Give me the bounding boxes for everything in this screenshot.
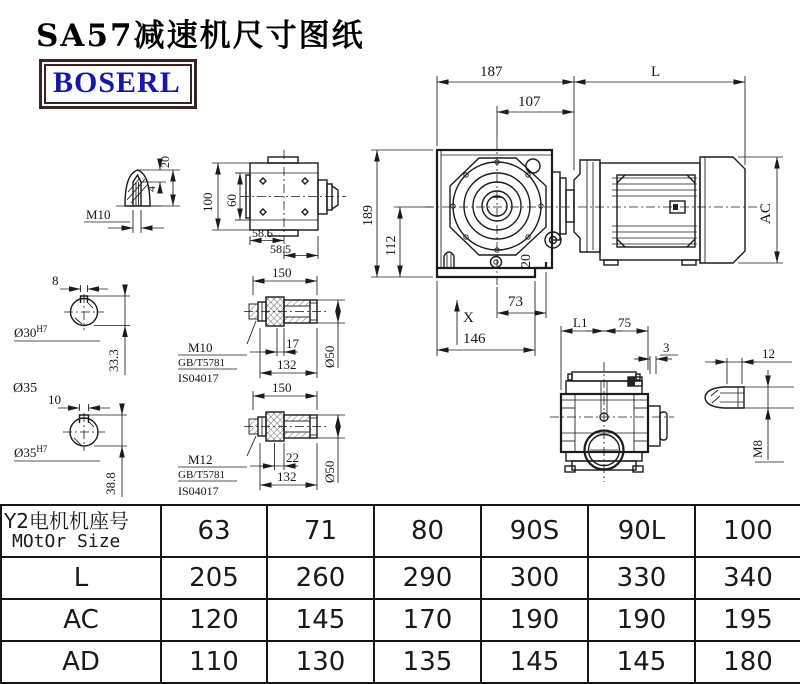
table-cell: 90S — [481, 505, 588, 557]
dim-60: 60 — [224, 194, 239, 207]
thread-label-m10: M10 — [86, 207, 111, 222]
table-cell: 290 — [374, 557, 481, 599]
dim-12: 12 — [762, 346, 775, 361]
dim-keyway-10: 10 — [48, 392, 61, 407]
dim-150-b: 150 — [272, 380, 292, 395]
gearbox-front-view — [550, 315, 678, 482]
dim-75: 75 — [618, 315, 631, 330]
dim-20: 20 — [519, 254, 534, 268]
table-cell: 120 — [161, 599, 267, 641]
table-cell: 260 — [267, 557, 374, 599]
table-cell: 100 — [695, 505, 800, 557]
output-shaft-section-2 — [178, 380, 345, 498]
dim-150-a: 150 — [272, 265, 292, 280]
shaft2-std-iso: IS04017 — [178, 484, 219, 498]
table-cell: 135 — [374, 641, 481, 683]
table-cell: 71 — [267, 505, 374, 557]
table-cell: 80 — [374, 505, 481, 557]
table-cell: 63 — [161, 505, 267, 557]
dim-38-8: 38.8 — [103, 472, 118, 495]
table-header-row — [1, 505, 800, 557]
dim-dia50-a: Ø50 — [322, 345, 337, 368]
shaft1-std-iso: IS04017 — [178, 371, 219, 385]
table-row — [1, 641, 800, 683]
shaft2-thread: M12 — [188, 452, 213, 467]
page-title: SA57减速机尺寸图纸 — [36, 18, 365, 54]
brand-logo-text: BOSERL — [53, 66, 181, 99]
table-row — [1, 599, 800, 641]
table-cell: 190 — [481, 599, 588, 641]
dim-dia50-b: Ø50 — [322, 460, 337, 483]
table-cell: 90L — [588, 505, 695, 557]
svg-text:Ø30H7 — [14, 324, 48, 340]
row-label: L — [1, 557, 161, 599]
table-cell: 300 — [481, 557, 588, 599]
housing-top-view — [200, 150, 346, 259]
bore-section-30 — [14, 273, 130, 375]
dim-132-b: 132 — [277, 469, 297, 484]
dim-4: 4 — [144, 186, 158, 192]
dim-20-stud: 20 — [158, 156, 172, 168]
brand-logo — [44, 64, 192, 104]
table-cell: 110 — [161, 641, 267, 683]
shaft1-thread: M10 — [188, 340, 213, 355]
dim-58-5-b: 58.5 — [270, 242, 291, 256]
shaft-end-detail-top — [84, 156, 180, 233]
dim-L: L — [651, 64, 661, 80]
motor-size-table — [0, 504, 800, 684]
dim-187: 187 — [480, 64, 503, 80]
dim-112: 112 — [384, 235, 399, 256]
bore-dia-30: Ø30 — [14, 325, 37, 340]
bore-dia-35: Ø35 — [14, 445, 37, 460]
row-label: AC — [1, 599, 161, 641]
dim-22: 22 — [286, 450, 299, 465]
shaft2-std-gb: GB/T5781 — [178, 469, 226, 481]
header-cn: Y2电机机座号 — [4, 509, 129, 533]
table-cell: 340 — [695, 557, 800, 599]
bore-tol-35: H7 — [36, 444, 48, 454]
motor-fins — [612, 178, 697, 244]
table-cell: 145 — [267, 599, 374, 641]
dim-100: 100 — [200, 192, 215, 212]
output-shaft-section-1 — [178, 265, 345, 385]
table-cell: 330 — [588, 557, 695, 599]
dim-M8: M8 — [750, 439, 765, 458]
dim-132-a: 132 — [277, 357, 297, 372]
dim-146: 146 — [463, 331, 486, 347]
table-cell: 130 — [267, 641, 374, 683]
dim-17: 17 — [286, 336, 299, 351]
table-cell: 145 — [481, 641, 588, 683]
bore-label-35: Ø35 — [13, 381, 38, 396]
shaft-end-detail-bottom — [705, 346, 794, 462]
header-en: MOtOr Size — [12, 531, 121, 552]
table-cell: 180 — [695, 641, 800, 683]
row-label: AD — [1, 641, 161, 683]
svg-text:Ø35H7 — [14, 444, 48, 460]
dim-107: 107 — [518, 94, 541, 110]
shaft1-std-gb: GB/T5781 — [178, 357, 226, 369]
dim-X: X — [463, 310, 474, 326]
table-cell: 195 — [695, 599, 800, 641]
gearmotor-side-view — [361, 64, 783, 356]
dim-189: 189 — [361, 205, 376, 226]
table-cell: 145 — [588, 641, 695, 683]
table-cell: 170 — [374, 599, 481, 641]
table-cell: 190 — [588, 599, 695, 641]
bore-section-35 — [13, 381, 127, 497]
dim-keyway-8: 8 — [52, 273, 59, 288]
dim-AC: AC — [758, 203, 774, 224]
table-row — [1, 557, 800, 599]
dim-33-3: 33.3 — [106, 349, 121, 372]
dim-58-5-a: 58.5 — [252, 226, 273, 240]
dim-3: 3 — [663, 340, 670, 355]
table-header-label — [1, 505, 161, 557]
dim-73: 73 — [508, 294, 523, 310]
bore-tol-30: H7 — [36, 324, 48, 334]
dim-L1: L1 — [573, 315, 588, 330]
table-cell: 205 — [161, 557, 267, 599]
